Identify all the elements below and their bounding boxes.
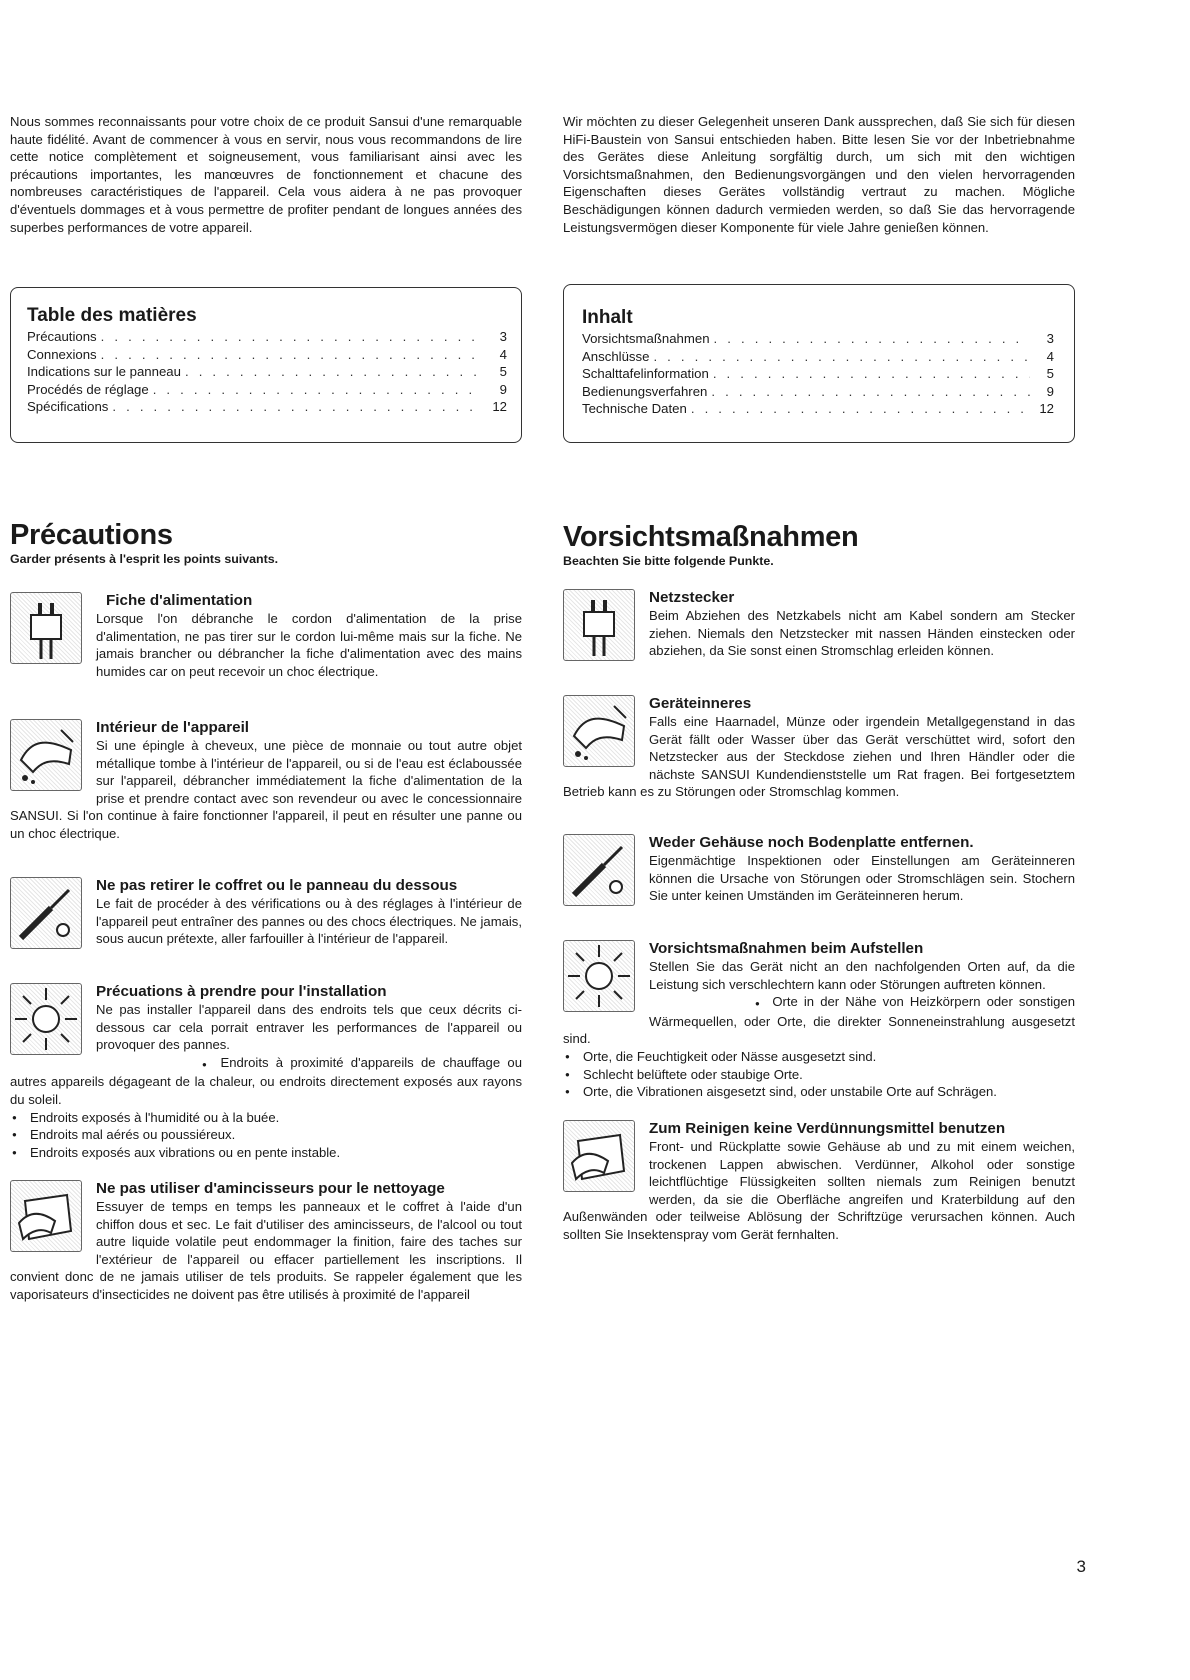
precaution-cabinet-de <box>563 834 1075 910</box>
section-subtitle-de: Beachten Sie bitte folgende Punkte. <box>563 554 774 568</box>
section-title-fr: Précautions <box>10 519 173 551</box>
toc-row[interactable]: Anschlüsse . . . 4 <box>582 348 1054 366</box>
cleaning-cloth-icon <box>10 1180 82 1252</box>
item-text: Falls eine Haarnadel, Münze oder irgendein Metallgegenstand in das Gerät fällt oder Wasser über das Gerät verschüttet wird, sofort den Netzstecker aus der Steckdose ziehen und Ihren Händler oder die nächste SANSUI Kundendienststelle um Rat fragen. Bei fortgesetztem Betrieb kann es zu Störungen oder Stromschlag kommen. <box>563 714 1075 800</box>
power-plug-icon <box>563 589 635 661</box>
item-title: Geräteinneres <box>649 695 752 712</box>
page-number: 3 <box>1076 1557 1086 1576</box>
section-header-de <box>563 521 1075 568</box>
toc-row[interactable]: Technische Daten . . . 12 <box>582 400 1054 418</box>
section-subtitle-fr: Garder présents à l'esprit les points suivants. <box>10 552 279 566</box>
list-item: ● Endroits exposés aux vibrations ou en pente instable. <box>10 1144 522 1162</box>
item-title: Ne pas utiliser d'amincisseurs pour le nettoyage <box>96 1180 445 1197</box>
item-title: Intérieur de l'appareil <box>96 719 250 736</box>
section-header-fr <box>10 519 522 566</box>
item-title: Ne pas retirer le coffret ou le panneau du dessous <box>96 877 458 894</box>
precaution-cleaning-de <box>563 1120 1075 1244</box>
sun-icon <box>10 983 82 1055</box>
toc-fr <box>10 287 522 443</box>
item-title: Zum Reinigen keine Verdünnungsmittel benutzen <box>649 1120 1006 1137</box>
toc-row[interactable]: Indications sur le panneau . . . 5 <box>27 363 507 381</box>
toc-row[interactable]: Schalttafelinformation . . . 5 <box>582 365 1054 383</box>
toc-row[interactable]: Spécifications . . . 12 <box>27 398 507 416</box>
list-item: ● Endroits exposés à l'humidité ou à la buée. <box>10 1109 522 1127</box>
list-item: ● Orte, die Vibrationen aisgesetzt sind, oder unstabile Orte auf Schrägen. <box>563 1083 1075 1101</box>
sun-icon <box>563 940 635 1012</box>
item-text: Stellen Sie das Gerät nicht an den nachfolgenden Orten auf, da die Leistung sich verschlechtern kann oder Störungen auftreten können. <box>649 959 1075 992</box>
power-plug-icon <box>10 592 82 664</box>
toc-row[interactable]: Vorsichtsmaßnahmen . . . 3 <box>582 330 1054 348</box>
item-title: Vorsichtsmaßnahmen beim Aufstellen <box>649 940 924 957</box>
bullet-list <box>10 1109 522 1162</box>
item-text: Si une épingle à cheveux, une pièce de monnaie ou tout autre objet métallique tombe à l'intérieur de l'appareil, ou si de l'eau est éclaboussée sur l'appareil, débrancher immédiatement la fiche d'alimentation de la prise et prendre contact avec son revendeur ou avec le concessionnaire SANSUI. Si l'on continue à faire fonctionner l'appareil, il peut en résulter une panne ou un choc électrique. <box>10 738 522 841</box>
intro-fr <box>10 113 522 236</box>
hand-water-icon <box>10 719 82 791</box>
precaution-interior-fr <box>10 719 522 843</box>
item-title: Précuations à prendre pour l'installation <box>96 983 387 1000</box>
item-text: Beim Abziehen des Netzkabels nicht am Kabel sondern am Stecker ziehen. Niemals den Netzstecker mit nassen Händen einstecken oder abziehen, da Sie sonst einen Stromschlag erleiden können. <box>649 608 1075 659</box>
item-title: Fiche d'alimentation <box>106 592 253 609</box>
precaution-interior-de <box>563 695 1075 801</box>
toc-title-fr: Table des matières <box>27 305 197 326</box>
toc-row[interactable]: Connexions . . . 4 <box>27 346 507 364</box>
list-item: ● Schlecht belüftete oder staubige Orte. <box>563 1066 1075 1084</box>
item-title: Netzstecker <box>649 589 735 606</box>
list-item: ● Endroits mal aérés ou poussiéreux. <box>10 1126 522 1144</box>
item-text: Eigenmächtige Inspektionen oder Einstellungen am Geräteinneren können die Ursache von Störungen oder Stromschlägen sein. Stochern Sie unter keinen Umständen im Geräteinneren herum. <box>649 853 1075 904</box>
item-title: Weder Gehäuse noch Bodenplatte entfernen. <box>649 834 974 851</box>
intro-text-de: Wir möchten zu dieser Gelegenheit unseren Dank aussprechen, daß Sie sich für diesen HiFi-Baustein von Sansui entschieden haben. Bitte lesen Sie vor der Inbetriebnahme des Gerätes diese Anleitung sorgfältig durch, um sich mit den wichtigen Vorsichtsmaßnahmen, den Bedienungsvorgängen und den vielen hervorragenden Eigenschaften dieses Gerätes vollständig vertraut zu machen. Mögliche Beschädigungen können dadurch vermieden werden, so daß Sie das hervorragende Leistungsvermögen dieser Komponente für viele Jahre genießen können. <box>563 114 1075 235</box>
intro-de <box>563 113 1075 236</box>
item-text: Le fait de procéder à des vérifications ou à des réglages à l'intérieur de l'appareil peut entraîner des pannes ou des chocs électriques. Ne jamais, sous aucun prétexte, aller farfouiller à l'intérieur de l'appareil. <box>96 896 522 947</box>
precaution-power-plug-de <box>563 589 1075 665</box>
bullet-list <box>563 1048 1075 1101</box>
section-title-de: Vorsichtsmaßnahmen <box>563 521 859 553</box>
precaution-power-plug-fr <box>10 592 522 680</box>
item-text: Front- und Rückplatte sowie Gehäuse ab und zu mit einem weichen, trockenen Lappen abwischen. Verdünner, Alkohol oder sonstige leichtflüchtige Flüssigkeiten sollten niemals zum Reinigen benutzt werden, da sie die Oberfläche angreifen und Kraterbildung auf den Außenwänden oder teilweise Ablösung der Schriftzüge verursachen können. Auch sollten Sie Insektenspray vom Gerät fernhalten. <box>563 1139 1075 1242</box>
precaution-cabinet-fr <box>10 877 522 953</box>
item-text: Lorsque l'on débranche le cordon d'alimentation de la prise d'alimentation, ne pas tirer sur le cordon lui-même mais sur la fiche. Ne jamais brancher ou débrancher la fiche d'alimentation avec des mains humides car on peut recevoir un choc électrique. <box>96 611 522 679</box>
intro-text-fr: Nous sommes reconnaissants pour votre choix de ce produit Sansui d'une remarquable haute fidélité. Avant de commencer à vous en servir, nous vous recommandons de lire cette notice complètement et soigneusement, vous familiarisant ainsi avec les précautions importantes, les manœuvres de fonctionnement et chacune des nombreuses caractéristiques de l'appareil. Cela vous aidera à ne pas provoquer d'éventuels dommages et à vous permettre de profiter pendant de longues années des superbes performances de votre appareil. <box>10 114 522 235</box>
toc-de <box>563 284 1075 443</box>
cleaning-cloth-icon <box>563 1120 635 1192</box>
screwdriver-icon <box>563 834 635 906</box>
item-text: Ne pas installer l'appareil dans des endroits tels que ceux décrits ci-dessous car cela porrait entraver les performances de l'appareil ou provoquer des pannes. <box>96 1002 522 1053</box>
item-lead: ● Orte in der Nähe von Heizkörpern oder sonstigen Wärmequellen, oder Orte, die direkter Sonneneinstrahlung ausgesetzt sind. <box>563 994 1075 1047</box>
toc-title-de: Inhalt <box>582 307 633 328</box>
toc-row[interactable]: Procédés de réglage . . . 9 <box>27 381 507 399</box>
screwdriver-icon <box>10 877 82 949</box>
item-lead: ● Endroits à proximité d'appareils de chauffage ou autres appareils dégageant de la chaleur, ou endroits directement exposés aux rayons du soleil. <box>10 1054 522 1107</box>
toc-row[interactable]: Bedienungsverfahren . . . 9 <box>582 383 1054 401</box>
toc-row[interactable]: Précautions . . . 3 <box>27 328 507 346</box>
item-text: Essuyer de temps en temps les panneaux et le coffret à l'aide d'un chiffon dous et sec. Le fait d'utiliser des amincisseurs, de l'alcool ou tout autre liquide volatile peut endommager la finition, faire des taches sur l'extérieur de l'appareil ou effacer partiellement les inscriptions. Il convient donc de ne jamais utiliser de tels produits. Se rappeler également que les vaporisateurs d'insecticides ne doivent pas être utilisés à proximité de l'appareil <box>10 1199 522 1302</box>
precaution-cleaning-fr <box>10 1180 522 1304</box>
precaution-installation-fr <box>10 983 522 1161</box>
hand-water-icon <box>563 695 635 767</box>
precaution-installation-de <box>563 940 1075 1101</box>
list-item: ● Orte, die Feuchtigkeit oder Nässe ausgesetzt sind. <box>563 1048 1075 1066</box>
